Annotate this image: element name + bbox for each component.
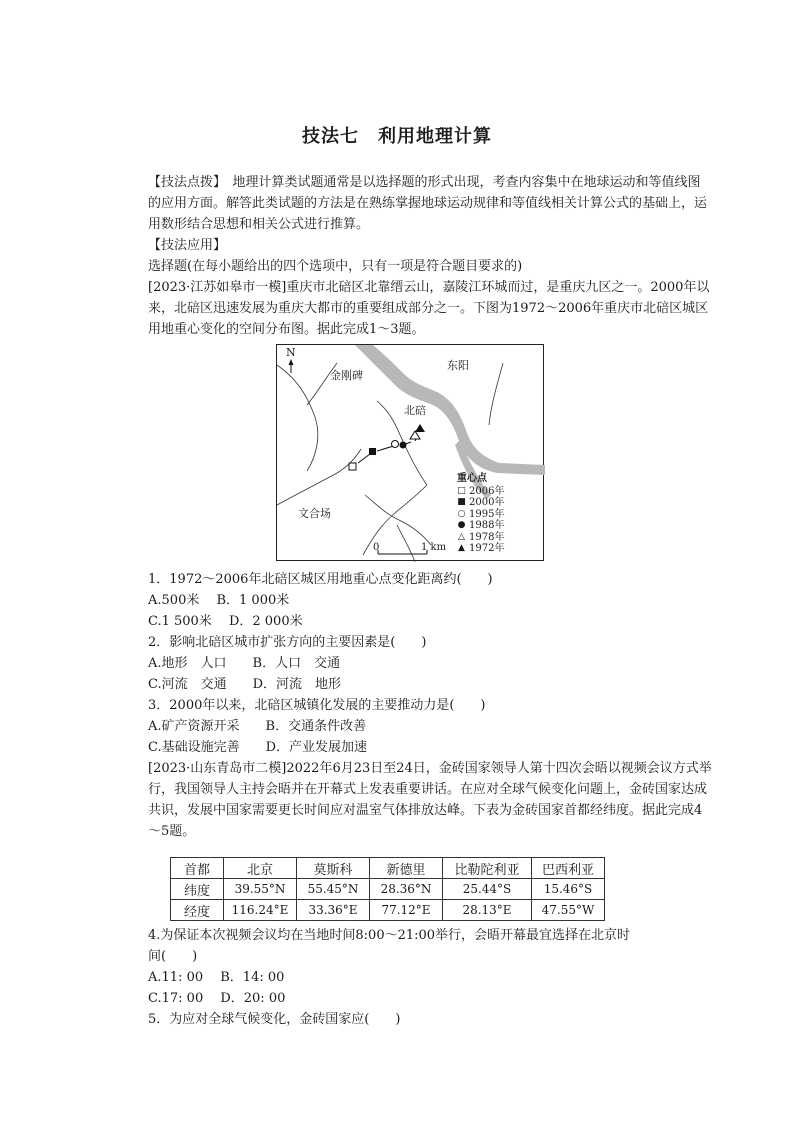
place-jingangbei: 金刚碑 [330,369,363,382]
table-row [171,858,605,879]
map-legend [457,473,504,555]
table-cell: 首都 [171,858,224,879]
place-beibei: 北碚 [404,404,426,417]
table-row [171,900,605,921]
point-1995 [392,441,399,448]
place-dongyang: 东阳 [447,359,469,372]
point-2006 [349,463,356,470]
table-cell: 39.55°N [224,879,297,900]
table-row [171,879,605,900]
question-1-options-ab: A.500米 B．1 000米 [148,593,290,608]
legend-year: 1995年 [469,508,505,520]
legend-symbol: ○ [457,508,466,519]
scale-unit: 1 km [421,542,447,553]
north-label: N [286,346,296,359]
question-3-options-ab: A.矿产资源开采 B．交通条件改善 [148,719,367,734]
legend-year: 2006年 [469,485,505,497]
question-4-stem-line1: 4.为保证本次视频会议均在当地时间8:00～21:00举行，会晤开幕最宜选择在北京时 [148,928,631,943]
table-cell: 47.55°W [532,900,605,921]
point-1972 [415,424,425,432]
trajectory-line [358,454,370,463]
passage-1: [2023·江苏如皋市一模]重庆市北碚区北靠缙云山，嘉陵江环城而过，是重庆九区之一。2000年以来，北碚区迅速发展为重庆大都市的重要组成部分之一。下图为1972～2006年重庆市北碚区城区用地重心变化的空间分布图。据此完成1～3题。 [148,280,710,337]
place-wenhechang: 文合场 [298,507,331,520]
tips-label: 【技法点拨】 [148,175,220,190]
application-label: 【技法应用】 [148,238,227,253]
road-line [365,495,431,545]
question-2-options-cd: C.河流 交通 D．河流 地形 [148,677,342,692]
legend-symbol: △ [458,531,465,542]
point-1978 [410,431,420,439]
question-3-stem: 3．2000年以来，北碚区城镇化发展的主要推动力是( ) [148,698,486,713]
table-cell: 25.44°S [443,879,532,900]
north-arrow-head [289,359,294,365]
legend-symbol: ■ [457,497,466,507]
legend-item [457,520,504,532]
tips-text: 地理计算类试题通常是以选择题的形式出现，考查内容集中在地球运动和等值线图的应用方面。解答此类试题的方法是在熟练掌握地球运动规律和等值线相关计算公式的基础上，运用数形结合思想和相关公式进行推算。 [148,175,708,232]
table-cell: 新德里 [370,858,443,879]
point-2000 [369,448,376,455]
point-1988 [400,442,407,449]
question-2-stem: 2．影响北碚区城市扩张方向的主要因素是( ) [148,635,427,650]
legend-item [457,509,504,521]
page-title: 技法七 利用地理计算 [302,126,492,147]
table-cell: 33.36°E [297,900,370,921]
legend-item [457,497,504,509]
question-2-options-ab: A.地形 人口 B．人口 交通 [148,656,341,671]
question-4-stem-line2: 间( ) [148,949,198,964]
legend-title: 重心点 [457,473,487,484]
legend-symbol: ● [457,520,466,530]
legend-year: 1978年 [469,531,505,543]
table-cell: 比勒陀利亚 [443,858,532,879]
legend-year: 2000年 [469,497,505,508]
tips-paragraph [148,172,708,235]
capitals-table [170,857,605,921]
road-line [277,365,318,471]
legend-symbol: ▲ [458,543,465,553]
table-cell: 经度 [171,900,224,921]
map-drawing [277,345,545,562]
legend-symbol: □ [457,485,466,496]
table-cell: 77.12°E [370,900,443,921]
table-cell: 28.13°E [443,900,532,921]
table-cell: 116.24°E [224,900,297,921]
table-cell: 巴西利亚 [532,858,605,879]
table-cell: 纬度 [171,879,224,900]
scale-zero: 0 [373,542,380,553]
table-cell: 莫斯科 [297,858,370,879]
question-3-options-cd: C.基础设施完善 D．产业发展加速 [148,740,368,755]
table-cell: 28.36°N [370,879,443,900]
choice-heading: 选择题(在每小题给出的四个选项中，只有一项是符合题目要求的) [148,259,523,274]
table-cell: 55.45°N [297,879,370,900]
table-cell: 北京 [224,858,297,879]
question-4-options-ab: A.11: 00 B．14: 00 [148,970,285,985]
passage-2: [2023·山东青岛市二模]2022年6月23日至24日，金砖国家领导人第十四次会晤以视频会议方式举行，我国领导人主持会晤并在开幕式上发表重要讲话。在应对全球气候变化问题上，金砖国家达成共识，发展中国家需要更长时间应对温室气体排放达峰。下表为金砖国家首都经纬度。据此完成4～5题。 [148,761,712,839]
question-5-stem: 5．为应对全球气候变化，金砖国家应( ) [148,1012,401,1027]
legend-year: 1988年 [469,520,505,531]
question-1-stem: 1．1972～2006年北碚区城区用地重心点变化距离约( ) [148,572,493,587]
legend-item [457,486,504,498]
question-1-options-cd: C.1 500米 D．2 000米 [148,614,303,629]
road-line [277,449,361,505]
road-line [489,363,503,425]
legend-item [457,543,504,555]
legend-item [457,532,504,544]
question-4-options-cd: C.17: 00 D．20: 00 [148,991,286,1006]
road-line [397,525,415,562]
table-cell: 15.46°S [532,879,605,900]
legend-year: 1972年 [469,543,505,554]
